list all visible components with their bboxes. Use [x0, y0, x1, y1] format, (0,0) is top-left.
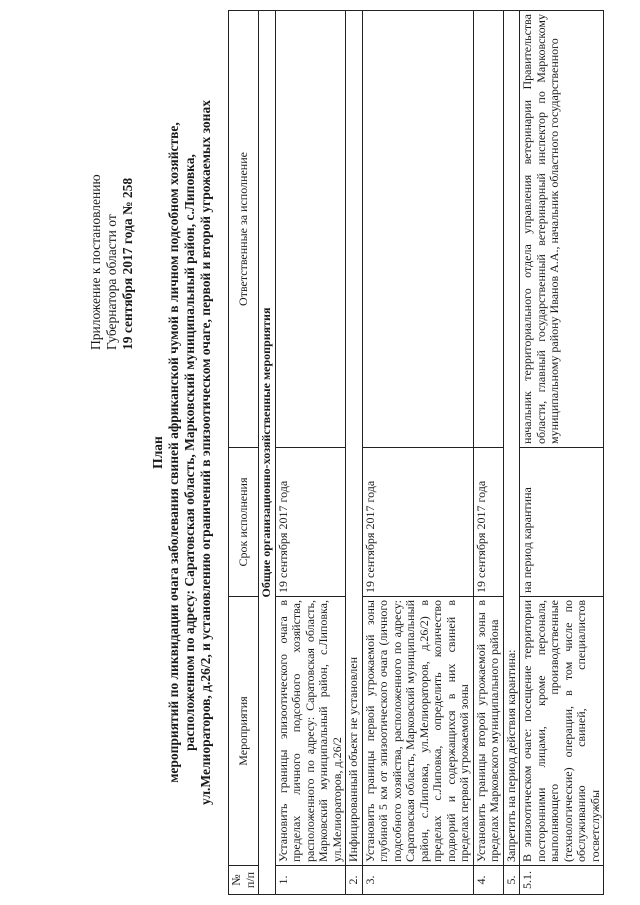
- table-row: [503, 11, 520, 895]
- row-activity: Установить границы второй угрожаемой зоны в пределах Марковского муниципального района: [473, 597, 503, 866]
- row-activity: В эпизоотическом очаге: посещение территории посторонними лицами, кроме персонала, выполняющего производственные (технологические) операции, в том числе по обслуживанию свиней, специалистов госветслужбы: [520, 597, 604, 866]
- row-num: 3.: [362, 866, 473, 895]
- header-term: Срок исполнения: [229, 448, 259, 597]
- appendix-line-1: Приложение к постановлению: [88, 174, 103, 350]
- table-row: [473, 11, 503, 895]
- table-row: [275, 11, 346, 895]
- row-term: 19 сентября 2017 года: [473, 448, 503, 597]
- header-num: № п/п: [229, 866, 259, 895]
- row-activity: Запретить на период действия карантина:: [503, 11, 520, 866]
- section-row: [259, 11, 276, 895]
- row-num: 1.: [275, 866, 346, 895]
- title-line-3: расположенном по адресу: Саратовская область, Марковский муниципальный район, с.Липовка,: [182, 154, 197, 751]
- header-responsible: Ответственные за исполнение: [229, 11, 259, 448]
- row-term: на период карантина: [520, 448, 604, 597]
- title-line-4: ул.Мелиораторов, д.26/2, и установлению ограничений в эпизоотическом очаге, первой и второй угрожаемых зонах: [198, 100, 213, 805]
- table-row: [362, 11, 473, 895]
- title-line-1: План: [150, 436, 165, 469]
- document-title: [150, 10, 214, 895]
- row-activity: Установить границы первой угрожаемой зоны глубиной 5 км от эпизоотического очага (личного подсобного хозяйства, расположенного по адресу: Саратовская область, Марковский муниципальный район, с.Липовка, ул.Мелиораторов, д.26/2) в пределах с.Липовка, определить количество подворий и содержащихся в них свиней в пределах первой угрожаемой зоны: [362, 597, 473, 866]
- appendix-date-line: 19 сентября 2017 года № 258: [120, 177, 135, 350]
- row-num: 5.: [503, 866, 520, 895]
- row-num: 2.: [346, 866, 363, 895]
- row-num: 5.1.: [520, 866, 604, 895]
- header-activity: Мероприятия: [229, 597, 259, 866]
- plan-table: [228, 10, 604, 895]
- row-responsible: [362, 11, 473, 448]
- title-line-2: мероприятий по ликвидации очага заболевания свиней африканской чумой в личном подсобном хозяйстве,: [166, 122, 181, 783]
- table-row: [520, 11, 604, 895]
- row-responsible: [473, 11, 503, 448]
- table-header-row: [229, 11, 259, 895]
- appendix-line-2: Губернатора области от: [104, 214, 119, 350]
- row-term: 19 сентября 2017 года: [362, 448, 473, 597]
- section-general: Общие организационно-хозяйственные мероприятия: [259, 11, 276, 895]
- row-term: 19 сентября 2017 года: [275, 448, 346, 597]
- appendix-header: [88, 20, 136, 350]
- row-responsible: [275, 11, 346, 448]
- row-activity: Инфицированный объект не установлен: [346, 11, 363, 866]
- row-responsible: начальник территориального отдела управления ветеринарии Правительства области, главный государственный ветеринарный инспектор по Марковскому муниципальному району Иванов А.А., начальник областного государственного: [520, 11, 604, 448]
- table-row: [346, 11, 363, 895]
- row-num: 4.: [473, 866, 503, 895]
- row-activity: Установить границы эпизоотического очага в пределах личного подсобного хозяйства, расположенного по адресу: Саратовская область, Марковский муниципальный район, с.Липовка, ул.Мелиораторов, д.26/2: [275, 597, 346, 866]
